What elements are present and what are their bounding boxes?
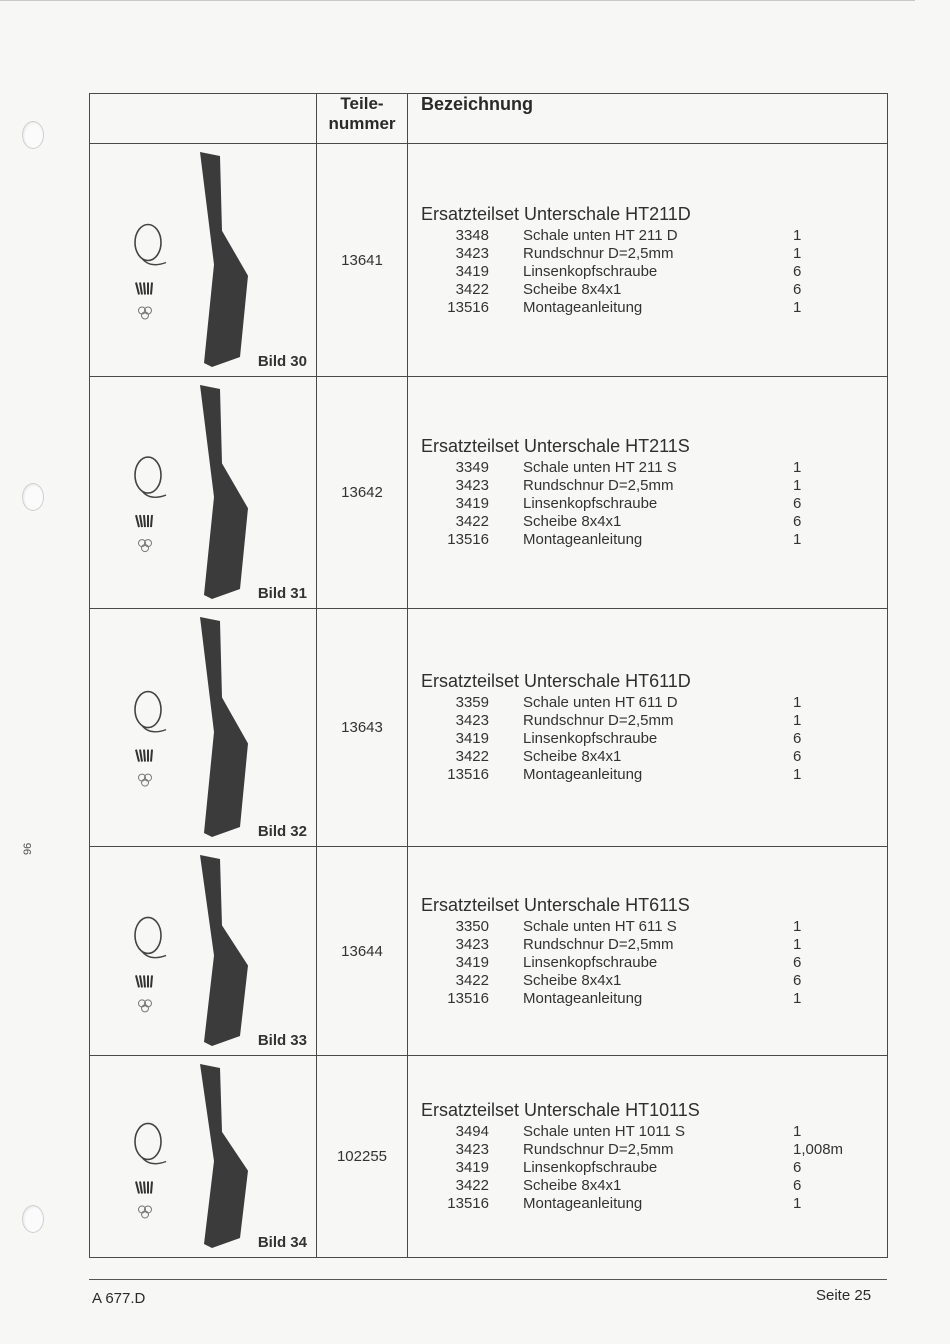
component-quantity: 6 bbox=[793, 280, 802, 298]
header-teilenummer-line1: Teile- bbox=[340, 94, 384, 113]
component-name: Linsenkopfschraube bbox=[523, 1159, 658, 1176]
lower-shell-part bbox=[200, 385, 248, 599]
component-number: 13516 bbox=[447, 531, 489, 548]
component-quantity: 1 bbox=[793, 531, 802, 548]
figure-label: Bild 31 bbox=[257, 585, 307, 602]
component-number: 3423 bbox=[455, 1141, 489, 1158]
image-cell bbox=[90, 1056, 317, 1258]
component-row bbox=[421, 1159, 853, 1177]
component-number: 13516 bbox=[447, 766, 489, 783]
component-row bbox=[421, 936, 853, 954]
page-number bbox=[816, 1287, 871, 1304]
screw-icon bbox=[140, 515, 142, 527]
component-quantity: 1 bbox=[793, 1123, 802, 1140]
part-number: 102255 bbox=[317, 1056, 408, 1258]
set-title: Ersatzteilset Unterschale HT611D bbox=[421, 671, 691, 691]
screw-icon bbox=[140, 975, 142, 987]
image-cell bbox=[90, 144, 317, 377]
component-row bbox=[421, 712, 853, 730]
screw-icon bbox=[136, 1181, 139, 1193]
component-list bbox=[421, 1123, 853, 1213]
figure-label: Bild 34 bbox=[257, 1234, 307, 1251]
component-list bbox=[421, 459, 853, 549]
part-illustration bbox=[128, 148, 278, 373]
component-row bbox=[421, 299, 853, 317]
component-name: Schale unten HT 611 S bbox=[523, 917, 677, 935]
component-quantity: 6 bbox=[793, 748, 802, 765]
component-quantity: 6 bbox=[793, 1177, 802, 1194]
component-quantity: 1 bbox=[793, 935, 802, 953]
component-name: Linsenkopfschraube bbox=[523, 953, 658, 971]
component-quantity: 1 bbox=[793, 694, 802, 711]
screw-icon bbox=[151, 283, 152, 295]
punch-hole bbox=[22, 1205, 44, 1233]
cord-loop bbox=[135, 917, 161, 953]
component-row bbox=[421, 245, 853, 263]
component-number: 3422 bbox=[455, 1177, 489, 1194]
table-row bbox=[90, 847, 888, 1056]
description-cell bbox=[408, 377, 888, 609]
component-quantity: 1 bbox=[793, 298, 802, 316]
component-number: 3359 bbox=[455, 694, 489, 711]
component-name: Scheibe 8x4x1 bbox=[523, 971, 622, 989]
component-row bbox=[421, 1177, 853, 1195]
component-row bbox=[421, 1141, 853, 1159]
component-quantity: 6 bbox=[793, 1159, 802, 1176]
header-teilenummer-line2: nummer bbox=[328, 114, 396, 133]
component-list bbox=[421, 227, 853, 317]
component-row bbox=[421, 263, 853, 281]
screw-icon bbox=[140, 283, 142, 295]
component-number: 3419 bbox=[455, 495, 489, 512]
component-number: 3349 bbox=[455, 459, 489, 476]
component-name: Montageanleitung bbox=[523, 298, 643, 316]
lower-shell-part bbox=[200, 152, 248, 367]
component-name: Linsenkopfschraube bbox=[523, 495, 658, 512]
figure-label: Bild 30 bbox=[257, 353, 307, 370]
page-label: Seite bbox=[816, 1287, 851, 1304]
component-row bbox=[421, 531, 853, 549]
component-number: 3494 bbox=[455, 1123, 489, 1140]
component-number: 3423 bbox=[455, 244, 489, 262]
cord-loop bbox=[135, 692, 161, 728]
screw-icon bbox=[151, 975, 152, 987]
component-row bbox=[421, 972, 853, 990]
lower-shell-part bbox=[200, 855, 248, 1046]
component-quantity: 1 bbox=[793, 917, 802, 935]
component-row bbox=[421, 495, 853, 513]
screw-icon bbox=[144, 1181, 145, 1193]
part-illustration bbox=[128, 613, 278, 843]
component-number: 13516 bbox=[447, 298, 489, 316]
description-cell bbox=[408, 847, 888, 1056]
component-quantity: 6 bbox=[793, 730, 802, 747]
description-cell bbox=[408, 1056, 888, 1258]
margin-mark: 96 bbox=[22, 842, 34, 855]
component-quantity: 6 bbox=[793, 513, 802, 530]
table-row bbox=[90, 609, 888, 847]
component-name: Rundschnur D=2,5mm bbox=[523, 1141, 674, 1158]
screw-icon bbox=[144, 515, 145, 527]
component-quantity: 1 bbox=[793, 244, 802, 262]
component-row bbox=[421, 918, 853, 936]
set-title: Ersatzteilset Unterschale HT1011S bbox=[421, 1100, 700, 1120]
screw-icon bbox=[144, 975, 145, 987]
component-quantity: 1,008m bbox=[793, 1141, 844, 1158]
component-number: 3423 bbox=[455, 935, 489, 953]
component-quantity: 1 bbox=[793, 459, 802, 476]
figure-label: Bild 32 bbox=[257, 823, 307, 840]
component-row bbox=[421, 1195, 853, 1213]
table-header bbox=[90, 94, 888, 144]
document-id: A 677.D bbox=[92, 1290, 146, 1307]
table-row bbox=[90, 144, 888, 377]
screw-icon bbox=[144, 283, 145, 295]
component-number: 3423 bbox=[455, 712, 489, 729]
part-number: 13643 bbox=[317, 609, 408, 847]
header-image-column bbox=[90, 94, 317, 144]
image-cell bbox=[90, 377, 317, 609]
component-row bbox=[421, 1123, 853, 1141]
component-name: Schale unten HT 211 S bbox=[523, 459, 677, 476]
component-row bbox=[421, 730, 853, 748]
component-quantity: 1 bbox=[793, 989, 802, 1007]
description-cell bbox=[408, 609, 888, 847]
screw-icon bbox=[151, 1181, 152, 1193]
set-title: Ersatzteilset Unterschale HT211S bbox=[421, 436, 690, 456]
screw-icon bbox=[140, 1181, 142, 1193]
part-illustration bbox=[128, 381, 278, 605]
header-bezeichnung: Bezeichnung bbox=[408, 94, 888, 144]
component-row bbox=[421, 513, 853, 531]
component-name: Montageanleitung bbox=[523, 1195, 643, 1212]
set-title: Ersatzteilset Unterschale HT211D bbox=[421, 203, 691, 224]
component-name: Scheibe 8x4x1 bbox=[523, 1177, 622, 1194]
component-number: 3422 bbox=[455, 280, 489, 298]
component-name: Scheibe 8x4x1 bbox=[523, 280, 622, 298]
component-row bbox=[421, 281, 853, 299]
screw-icon bbox=[136, 750, 139, 762]
cord-loop bbox=[135, 1123, 161, 1159]
component-name: Rundschnur D=2,5mm bbox=[523, 935, 674, 953]
image-cell bbox=[90, 609, 317, 847]
component-row bbox=[421, 227, 853, 245]
component-quantity: 1 bbox=[793, 477, 802, 494]
component-row bbox=[421, 477, 853, 495]
screw-icon bbox=[151, 515, 152, 527]
component-quantity: 6 bbox=[793, 953, 802, 971]
component-quantity: 1 bbox=[793, 712, 802, 729]
part-number: 13644 bbox=[317, 847, 408, 1056]
header-teilenummer bbox=[317, 94, 408, 144]
component-name: Schale unten HT 1011 S bbox=[523, 1123, 686, 1140]
part-illustration bbox=[128, 851, 278, 1052]
component-quantity: 1 bbox=[793, 226, 802, 244]
part-number: 13641 bbox=[317, 144, 408, 377]
component-name: Linsenkopfschraube bbox=[523, 262, 658, 280]
top-edge-line bbox=[0, 0, 915, 1]
component-name: Schale unten HT 611 D bbox=[523, 694, 678, 711]
component-quantity: 6 bbox=[793, 971, 802, 989]
component-number: 3350 bbox=[455, 917, 489, 935]
cord-loop bbox=[135, 457, 161, 493]
component-name: Linsenkopfschraube bbox=[523, 730, 658, 747]
component-number: 3419 bbox=[455, 730, 489, 747]
component-list bbox=[421, 918, 853, 1008]
table-row bbox=[90, 1056, 888, 1258]
component-row bbox=[421, 766, 853, 784]
component-name: Montageanleitung bbox=[523, 531, 643, 548]
component-name: Scheibe 8x4x1 bbox=[523, 513, 622, 530]
component-quantity: 6 bbox=[793, 262, 802, 280]
screw-icon bbox=[144, 750, 145, 762]
component-name: Rundschnur D=2,5mm bbox=[523, 244, 674, 262]
image-cell bbox=[90, 847, 317, 1056]
lower-shell-part bbox=[200, 1064, 248, 1248]
part-illustration bbox=[128, 1060, 278, 1254]
screw-icon bbox=[136, 975, 139, 987]
component-row bbox=[421, 459, 853, 477]
component-row bbox=[421, 990, 853, 1008]
component-number: 3419 bbox=[455, 953, 489, 971]
lower-shell-part bbox=[200, 617, 248, 837]
screw-icon bbox=[136, 283, 139, 295]
screw-icon bbox=[140, 750, 142, 762]
component-number: 13516 bbox=[447, 989, 489, 1007]
component-name: Montageanleitung bbox=[523, 989, 643, 1007]
component-quantity: 6 bbox=[793, 495, 802, 512]
component-number: 3419 bbox=[455, 1159, 489, 1176]
component-number: 3348 bbox=[455, 226, 489, 244]
component-name: Schale unten HT 211 D bbox=[523, 226, 678, 244]
component-number: 3419 bbox=[455, 262, 489, 280]
description-cell bbox=[408, 144, 888, 377]
punch-hole bbox=[22, 483, 44, 511]
page-number-value: 25 bbox=[854, 1287, 872, 1304]
cord-loop bbox=[135, 225, 161, 261]
component-number: 13516 bbox=[447, 1195, 489, 1212]
part-number: 13642 bbox=[317, 377, 408, 609]
component-quantity: 1 bbox=[793, 1195, 802, 1212]
component-row bbox=[421, 694, 853, 712]
component-number: 3422 bbox=[455, 971, 489, 989]
component-number: 3422 bbox=[455, 748, 489, 765]
component-quantity: 1 bbox=[793, 766, 802, 783]
screw-icon bbox=[151, 750, 152, 762]
component-number: 3423 bbox=[455, 477, 489, 494]
component-row bbox=[421, 954, 853, 972]
component-row bbox=[421, 748, 853, 766]
figure-label: Bild 33 bbox=[257, 1032, 307, 1049]
component-name: Rundschnur D=2,5mm bbox=[523, 477, 674, 494]
punch-hole bbox=[22, 121, 44, 149]
footer-rule bbox=[89, 1279, 887, 1280]
component-name: Montageanleitung bbox=[523, 766, 643, 783]
component-list bbox=[421, 694, 853, 784]
component-name: Rundschnur D=2,5mm bbox=[523, 712, 674, 729]
set-title: Ersatzteilset Unterschale HT611S bbox=[421, 894, 690, 915]
component-name: Scheibe 8x4x1 bbox=[523, 748, 622, 765]
screw-icon bbox=[136, 515, 139, 527]
parts-table bbox=[89, 93, 888, 1258]
table-row bbox=[90, 377, 888, 609]
component-number: 3422 bbox=[455, 513, 489, 530]
